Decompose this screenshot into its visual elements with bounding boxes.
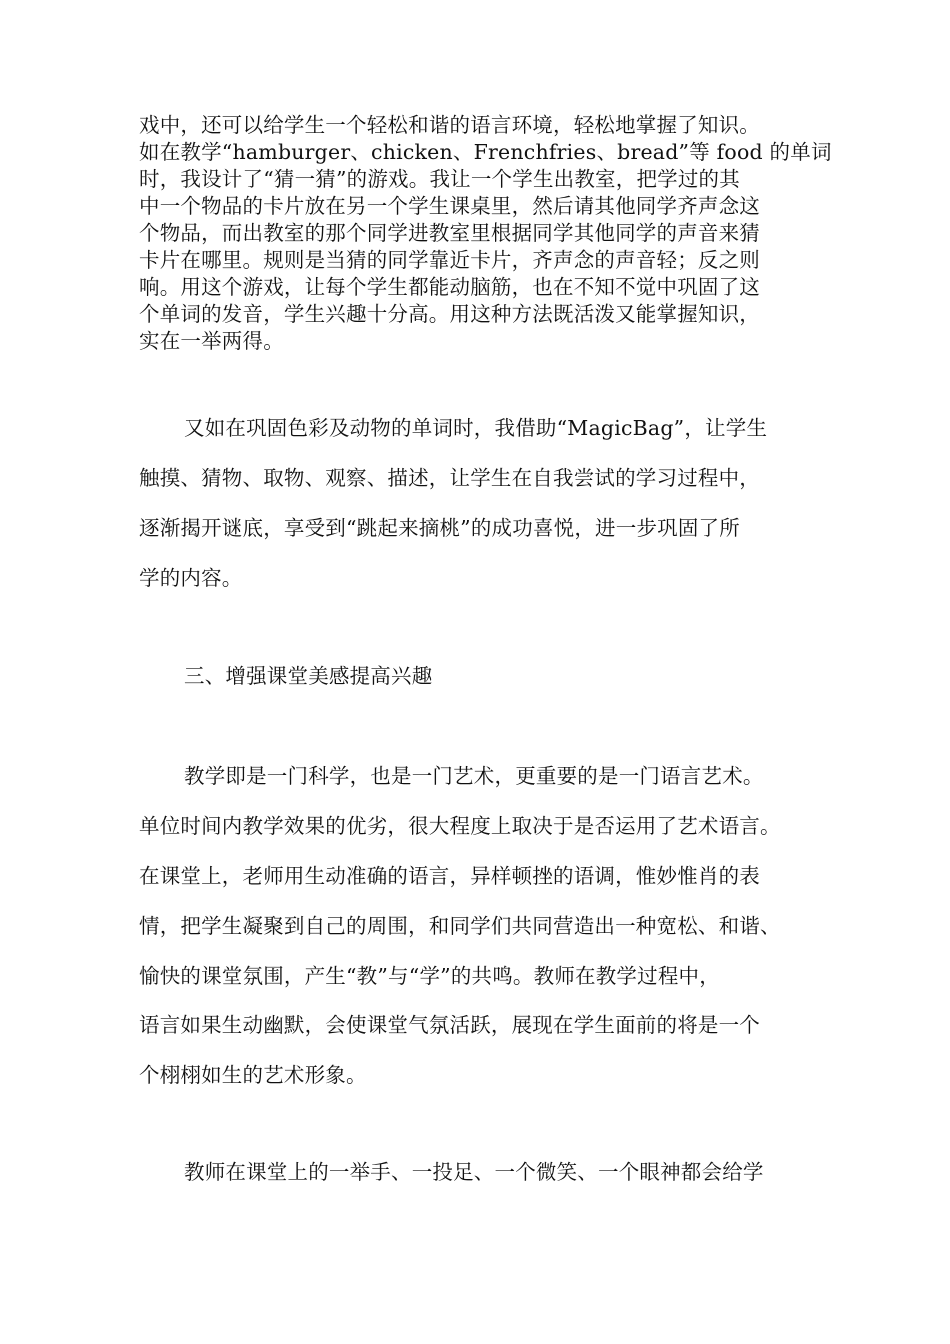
paragraph-1-line: 戏中，还可以给学生一个轻松和谐的语言环境，轻松地掌握了知识。 [139, 113, 760, 137]
paragraph-2-line: 触摸、猜物、取物、观察、描述，让学生在自我尝试的学习过程中， [139, 466, 760, 490]
paragraph-3-line: 在课堂上，老师用生动准确的语言，异样顿挫的语调，惟妙惟肖的表 [139, 864, 760, 888]
paragraph-2-first-line: 又如在巩固色彩及动物的单词时，我借助“MagicBag”，让学生 [184, 416, 768, 440]
paragraph-2-line: 逐渐揭开谜底，享受到“跳起来摘桃”的成功喜悦，进一步巩固了所 [139, 516, 740, 540]
paragraph-3-line: 愉快的课堂氛围，产生“教”与“学”的共鸣。教师在教学过程中， [139, 964, 720, 988]
paragraph-1-line: 时，我设计了“猜一猜”的游戏。我让一个学生出教室，把学过的其 [139, 167, 740, 191]
paragraph-1-line: 中一个物品的卡片放在另一个学生课桌里，然后请其他同学齐声念这 [139, 194, 760, 218]
paragraph-4-first-line: 教师在课堂上的一举手、一投足、一个微笑、一个眼神都会给学 [184, 1160, 764, 1184]
paragraph-1-line: 个物品，而出教室的那个同学进教室里根据同学其他同学的声音来猜 [139, 221, 760, 245]
paragraph-3-line: 情，把学生凝聚到自己的周围，和同学们共同营造出一种宽松、和谐、 [139, 914, 781, 938]
paragraph-2-line: 学的内容。 [139, 566, 243, 590]
paragraph-3-line: 语言如果生动幽默，会使课堂气氛活跃，展现在学生面前的将是一个 [139, 1013, 760, 1037]
paragraph-1-line: 如在教学“hamburger、chicken、Frenchfries、bread”等 food 的单词 [139, 140, 832, 164]
paragraph-1-line: 实在一举两得。 [139, 329, 284, 353]
paragraph-1-line: 响。用这个游戏，让每个学生都能动脑筋，也在不知不觉中巩固了这 [139, 275, 760, 299]
paragraph-1-line: 卡片在哪里。规则是当猜的同学靠近卡片，齐声念的声音轻；反之则 [139, 248, 760, 272]
paragraph-3-line: 单位时间内教学效果的优劣，很大程度上取决于是否运用了艺术语言。 [139, 814, 781, 838]
paragraph-3-first-line: 教学即是一门科学，也是一门艺术，更重要的是一门语言艺术。 [184, 764, 764, 788]
section-heading: 三、增强课堂美感提高兴趣 [184, 664, 433, 688]
paragraph-1-line: 个单词的发音，学生兴趣十分高。用这种方法既活泼又能掌握知识， [139, 302, 760, 326]
paragraph-3-line: 个栩栩如生的艺术形象。 [139, 1063, 367, 1087]
